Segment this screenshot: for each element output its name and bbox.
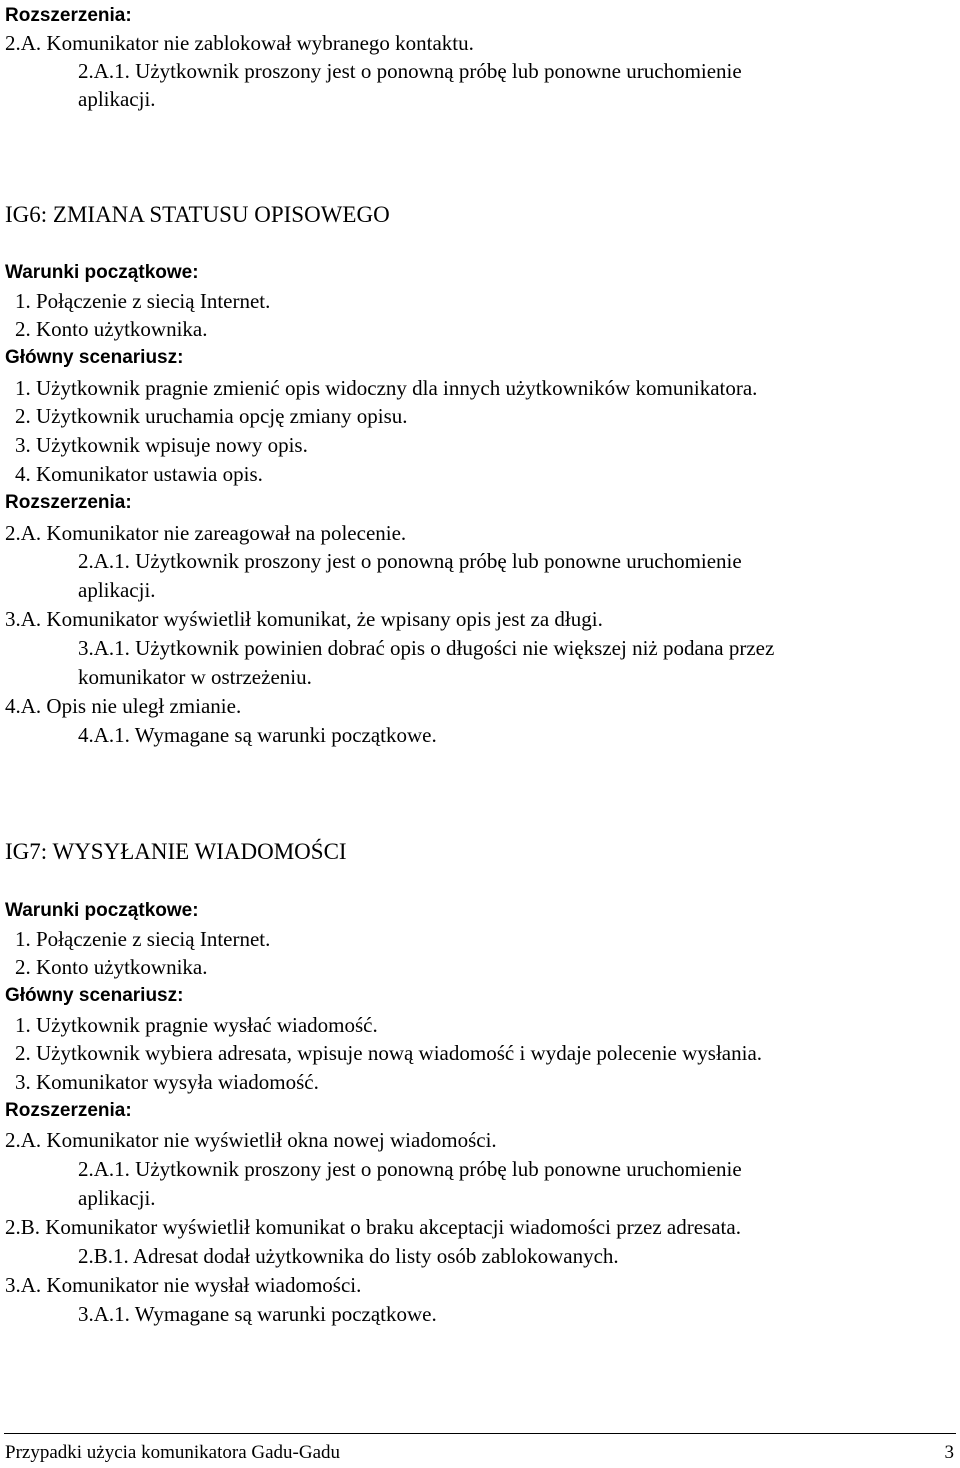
list-item: 3. Użytkownik wpisuje nowy opis. (15, 433, 308, 457)
list-item: 1. Połączenie z siecią Internet. (15, 927, 271, 951)
list-item: 3.A.1. Użytkownik powinien dobrać opis o długości nie większej niż podana przez (78, 636, 775, 660)
list-item: 2.A. Komunikator nie wyświetlił okna nowej wiadomości. (5, 1128, 497, 1152)
preconditions-heading: Warunki początkowe: (5, 262, 199, 283)
extensions-heading: Rozszerzenia: (5, 5, 132, 26)
list-item: 3.A. Komunikator wyświetlił komunikat, że wpisany opis jest za długi. (5, 607, 603, 631)
footer-divider (4, 1433, 956, 1434)
list-item: komunikator w ostrzeżeniu. (78, 665, 312, 689)
section-title: IG7: WYSYŁANIE WIADOMOŚCI (5, 839, 347, 864)
list-item: 3.A. Komunikator nie wysłał wiadomości. (5, 1273, 362, 1297)
list-item: 2.A.1. Użytkownik proszony jest o ponowną próbę lub ponowne uruchomienie (78, 59, 742, 83)
list-item: 2. Konto użytkownika. (15, 955, 208, 979)
list-item: 2.A.1. Użytkownik proszony jest o ponowną próbę lub ponowne uruchomienie (78, 1157, 742, 1181)
extensions-heading: Rozszerzenia: (5, 1100, 132, 1121)
list-item: 2. Użytkownik wybiera adresata, wpisuje nową wiadomość i wydaje polecenie wysłania. (15, 1041, 763, 1065)
list-item: 1. Połączenie z siecią Internet. (15, 289, 271, 313)
section-title: IG6: ZMIANA STATUSU OPISOWEGO (5, 202, 390, 227)
preconditions-heading: Warunki początkowe: (5, 900, 199, 921)
list-item: 4.A.1. Wymagane są warunki początkowe. (78, 723, 437, 747)
list-item: aplikacji. (78, 1186, 156, 1210)
list-item: 4.A. Opis nie uległ zmianie. (5, 694, 242, 718)
list-item: 1. Użytkownik pragnie wysłać wiadomość. (15, 1013, 378, 1037)
list-item: 2.A. Komunikator nie zablokował wybranego kontaktu. (5, 31, 474, 55)
list-item: 3.A.1. Wymagane są warunki początkowe. (78, 1302, 437, 1326)
list-item: aplikacji. (78, 87, 156, 111)
list-item: 2. Użytkownik uruchamia opcję zmiany opisu. (15, 404, 408, 428)
list-item: 1. Użytkownik pragnie zmienić opis widoczny dla innych użytkowników komunikatora. (15, 376, 758, 400)
list-item: 2.A.1. Użytkownik proszony jest o ponowną próbę lub ponowne uruchomienie (78, 549, 742, 573)
main-scenario-heading: Główny scenariusz: (5, 985, 184, 1006)
main-scenario-heading: Główny scenariusz: (5, 347, 184, 368)
list-item: 2.B. Komunikator wyświetlił komunikat o braku akceptacji wiadomości przez adresata. (5, 1215, 741, 1239)
list-item: aplikacji. (78, 578, 156, 602)
list-item: 2.B.1. Adresat dodał użytkownika do listy osób zablokowanych. (78, 1244, 619, 1268)
extensions-heading: Rozszerzenia: (5, 492, 132, 513)
list-item: 3. Komunikator wysyła wiadomość. (15, 1070, 319, 1094)
list-item: 4. Komunikator ustawia opis. (15, 462, 263, 486)
footer-title: Przypadki użycia komunikatora Gadu-Gadu (5, 1442, 341, 1463)
page-number: 3 (944, 1442, 954, 1463)
list-item: 2. Konto użytkownika. (15, 317, 208, 341)
list-item: 2.A. Komunikator nie zareagował na polecenie. (5, 521, 407, 545)
